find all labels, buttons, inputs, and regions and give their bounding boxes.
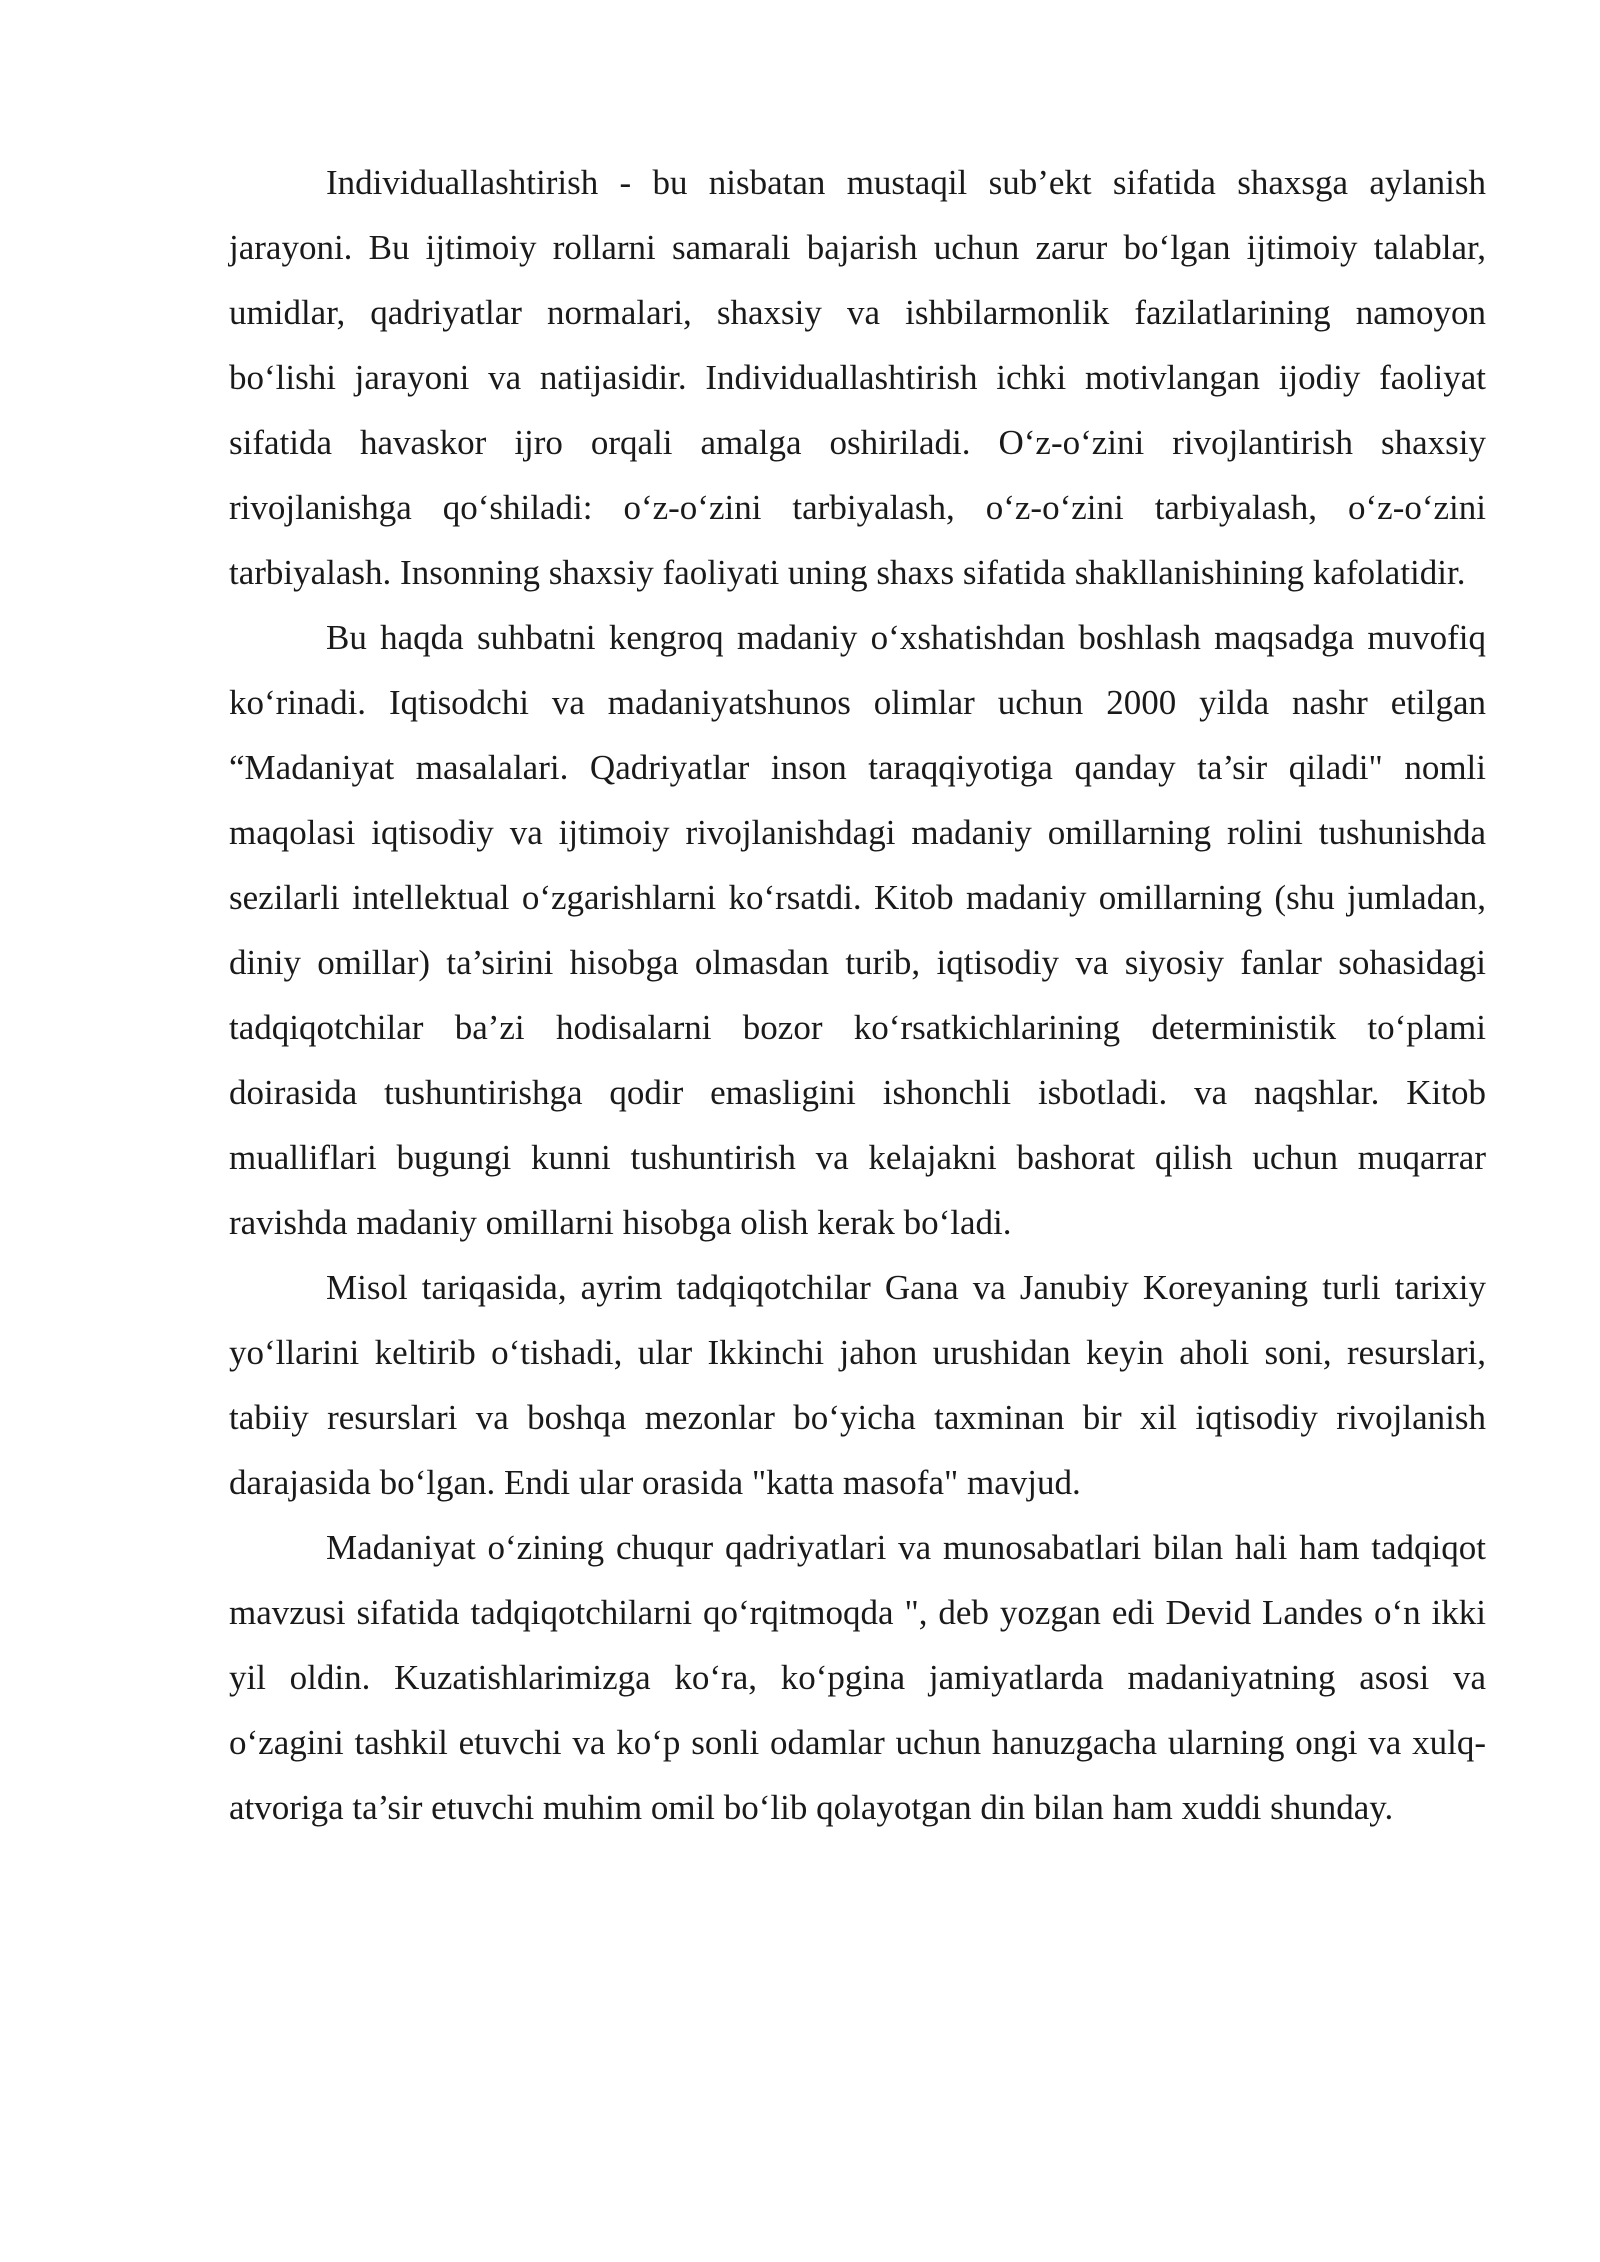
- paragraph: Individuallashtirish - bu nisbatan mustaqil sub’ekt sifatida shaxsga aylanish jarayoni. Bu ijtimoiy rollarni samarali bajarish uchun zarur bo‘lgan ijtimoiy talablar, umidlar, qadriyatlar normalari, shaxsiy va ishbilarmonlik fazilatlarining namoyon bo‘lishi jarayoni va natijasidir. Individuallashtirish ichki motivlangan ijodiy faoliyat sifatida havaskor ijro orqali amalga oshiriladi. O‘z-o‘zini rivojlantirish shaxsiy rivojlanishga qo‘shiladi: o‘z-o‘zini tarbiyalash, o‘z-o‘zini tarbiyalash, o‘z-o‘zini tarbiyalash. Insonning shaxsiy faoliyati uning shaxs sifatida shakllanishining kafolatidir.: [229, 163, 1486, 592]
- paragraph: Misol tariqasida, ayrim tadqiqotchilar Gana va Janubiy Koreyaning turli tarixiy yo‘llarini keltirib o‘tishadi, ular Ikkinchi jahon urushidan keyin aholi soni, resurslari, tabiiy resurslari va boshqa mezonlar bo‘yicha taxminan bir xil iqtisodiy rivojlanish darajasida bo‘lgan. Endi ular orasida "katta masofa" mavjud.: [229, 1268, 1486, 1502]
- paragraph: Madaniyat o‘zining chuqur qadriyatlari va munosabatlari bilan hali ham tadqiqot mavzusi sifatida tadqiqotchilarni qo‘rqitmoqda ", deb yozgan edi Devid Landes o‘n ikki yil oldin. Kuzatishlarimizga ko‘ra, ko‘pgina jamiyatlarda madaniyatning asosi va o‘zagini tashkil etuvchi va ko‘p sonli odamlar uchun hanuzgacha ularning ongi va xulq-atvoriga ta’sir etuvchi muhim omil bo‘lib qolayotgan din bilan ham xuddi shunday.: [229, 1528, 1486, 1827]
- paragraph: Bu haqda suhbatni kengroq madaniy o‘xshatishdan boshlash maqsadga muvofiq ko‘rinadi. Iqtisodchi va madaniyatshunos olimlar uchun 2000 yilda nashr etilgan “Madaniyat masalalari. Qadriyatlar inson taraqqiyotiga qanday ta’sir qiladi" nomli maqolasi iqtisodiy va ijtimoiy rivojlanishdagi madaniy omillarning rolini tushunishda sezilarli intellektual o‘zgarishlarni ko‘rsatdi. Kitob madaniy omillarning (shu jumladan, diniy omillar) ta’sirini hisobga olmasdan turib, iqtisodiy va siyosiy fanlar sohasidagi tadqiqotchilar ba’zi hodisalarni bozor ko‘rsatkichlarining deterministik to‘plami doirasida tushuntirishga qodir emasligini ishonchli isbotladi. va naqshlar. Kitob mualliflari bugungi kunni tushuntirish va kelajakni bashorat qilish uchun muqarrar ravishda madaniy omillarni hisobga olish kerak bo‘ladi.: [229, 618, 1486, 1242]
- document-page: [229, 150, 1486, 1840]
